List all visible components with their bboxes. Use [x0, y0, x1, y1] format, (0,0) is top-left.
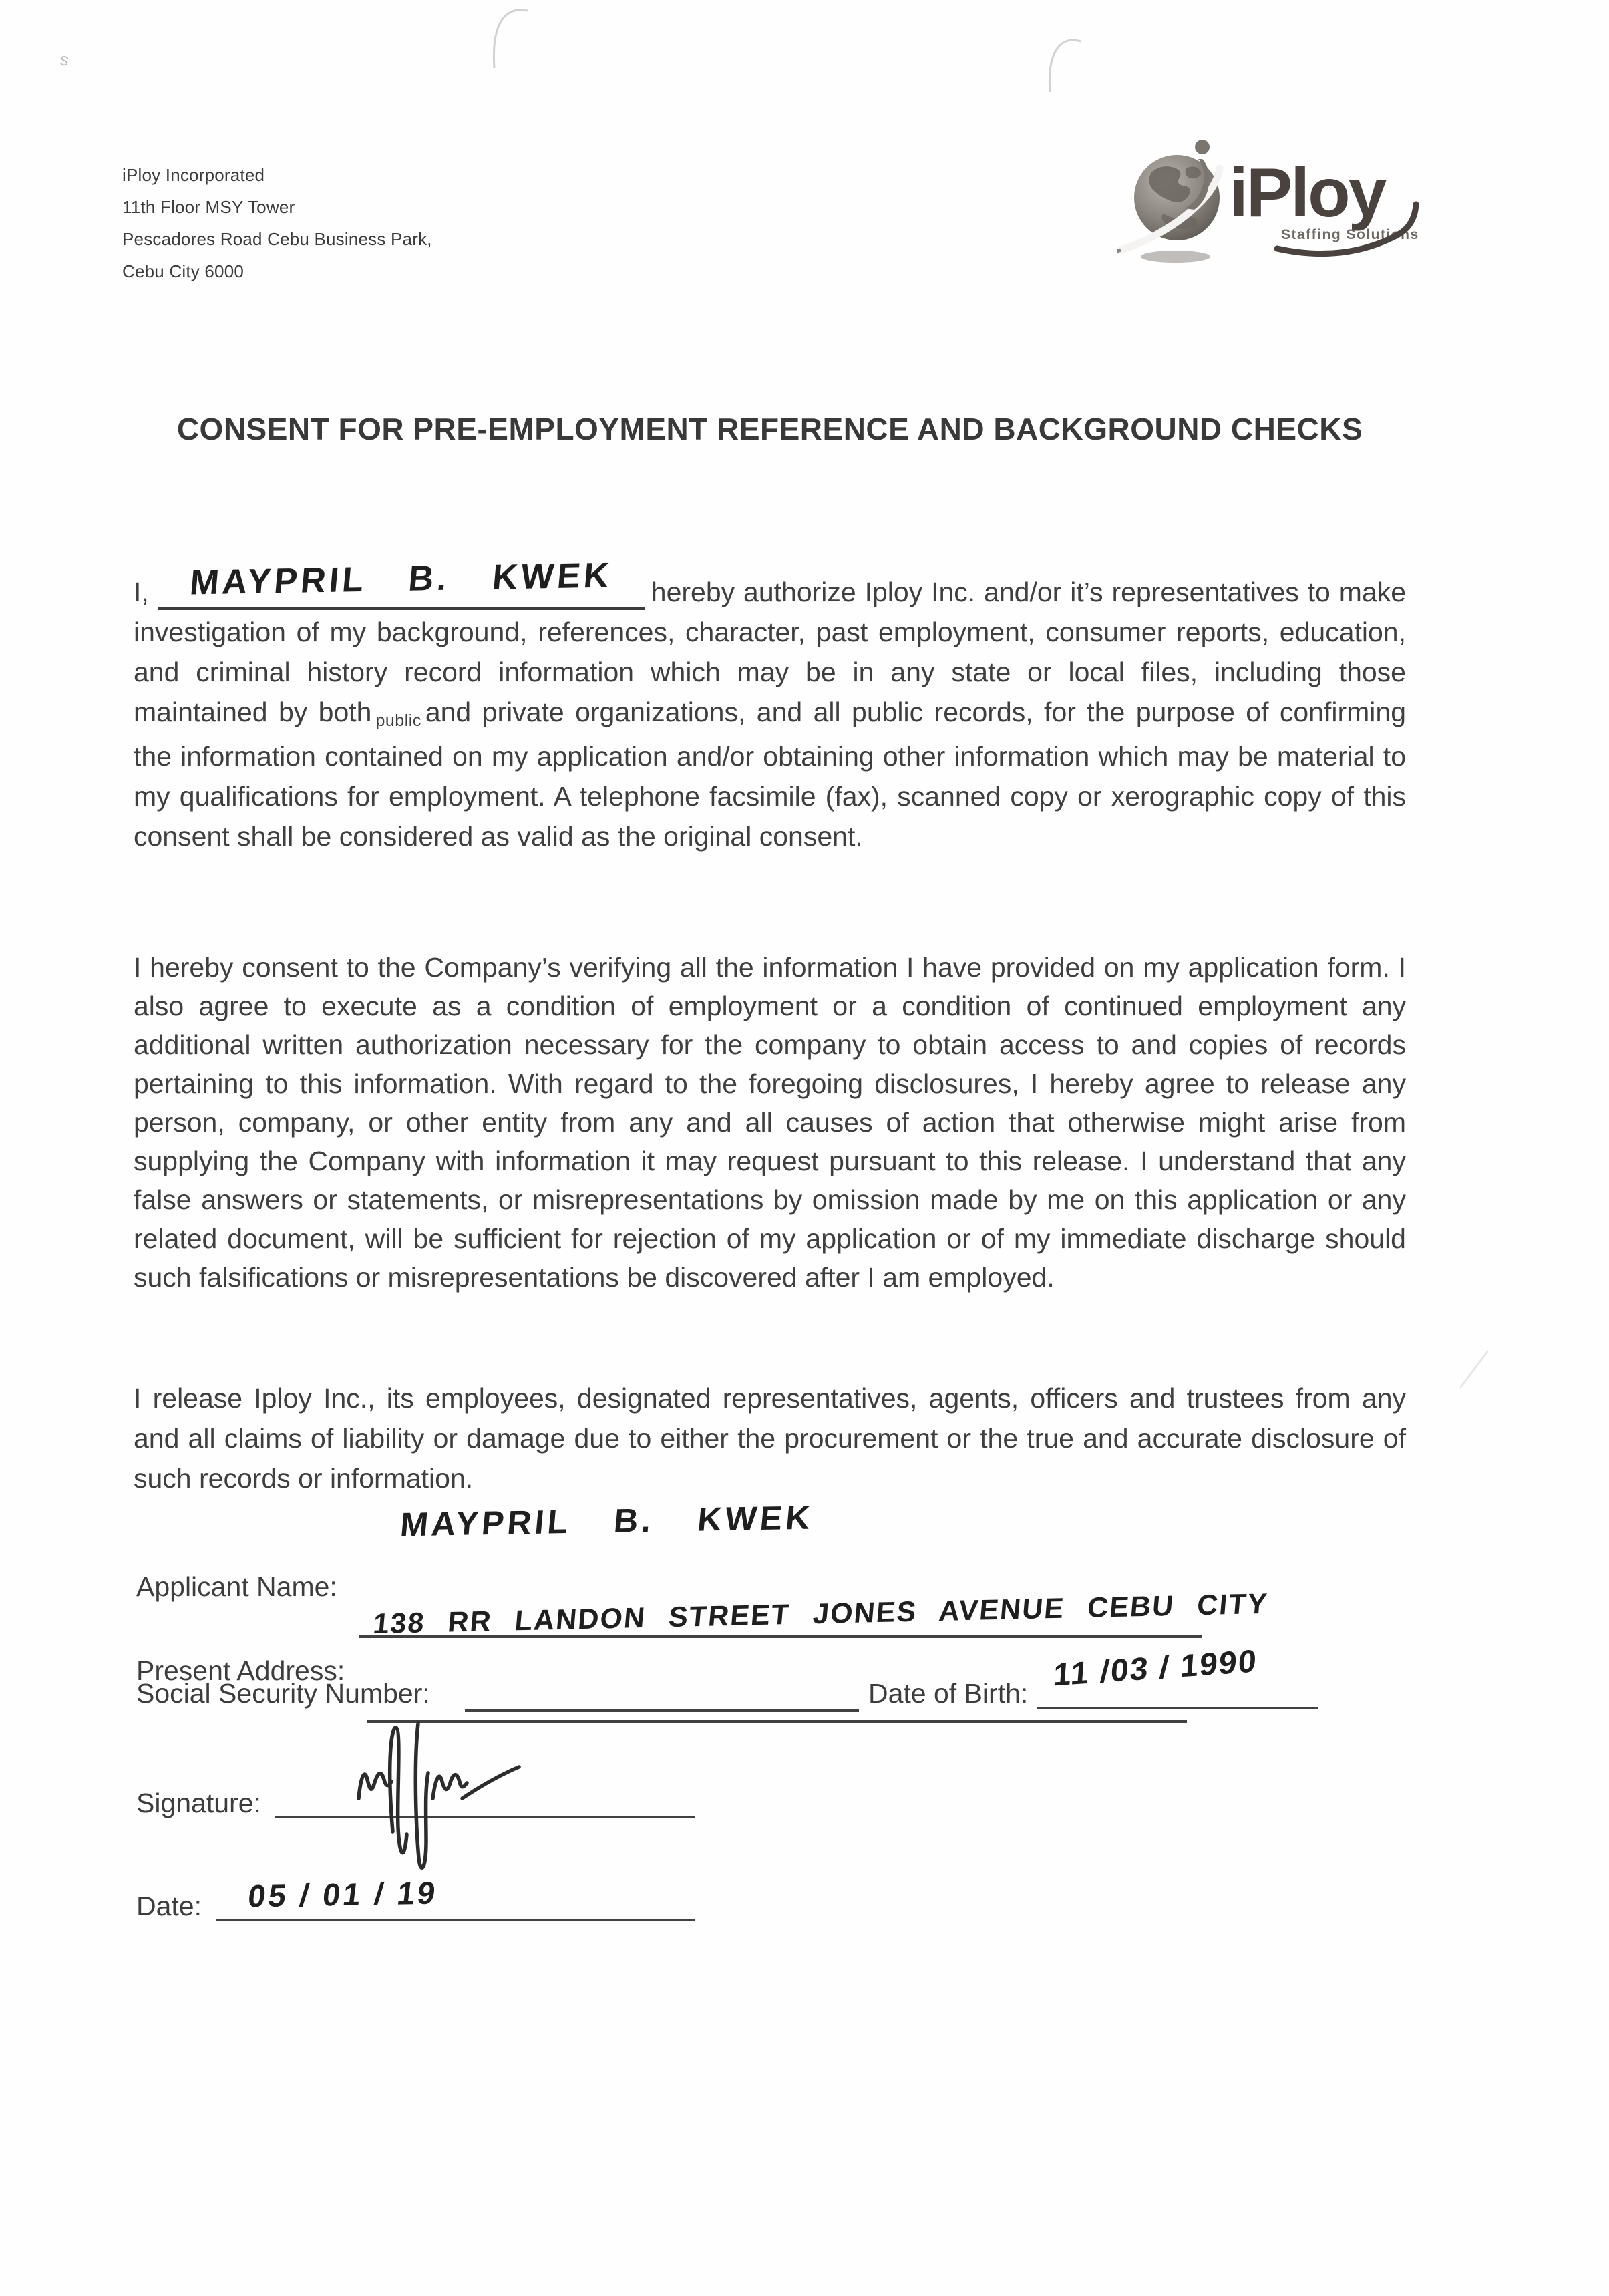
p1-text: hereby authorize Iploy Inc. and/or it’s representatives to make investigation of my background, references, character, past employment, consumer reports, education, and criminal history record information which may be in any state or local files, including those maintained by both — [134, 577, 1406, 727]
company-address-line: 11th Floor MSY Tower — [122, 197, 295, 217]
applicant-name-label: Applicant Name: — [136, 1571, 337, 1602]
globe-shadow — [1141, 251, 1210, 263]
handwritten-dob: 11 /03 / 1990 — [1052, 1643, 1259, 1693]
p1-text-rest: and private organizations, and all public records, for the purpose of confirming the information contained on my application and/or obtaining other information which may be material to my qualifications for employment. A telephone facsimile (fax), scanned copy or xerographic copy of this consent shall be considered as valid as the original consent. — [134, 697, 1406, 852]
dob-label: Date of Birth: — [868, 1678, 1029, 1709]
consent-paragraph-3: I release Iploy Inc., its employees, designated representatives, agents, officers and trustees from any and all claims of liability or damage due to either the procurement or the true and accurate disclosure of such records or information. — [134, 1383, 1406, 1494]
handwritten-applicant-name: MAYPRIL B. KWEK — [399, 1498, 816, 1544]
company-address-line: Pescadores Road Cebu Business Park, — [122, 229, 432, 249]
company-name: iPloy Incorporated — [122, 165, 265, 185]
p1-prefix: I, — [134, 577, 149, 607]
p1-subscript-word: public — [375, 711, 421, 730]
dob-line — [1037, 1707, 1318, 1709]
consent-paragraph-1 — [134, 556, 1406, 856]
company-address-line: Cebu City 6000 — [122, 261, 244, 281]
date-line — [216, 1919, 695, 1921]
scan-stray-mark: s — [59, 49, 71, 70]
signature-scribble — [287, 1697, 554, 1891]
signature-label: Signature: — [136, 1788, 261, 1818]
handwritten-present-address: 138 RR LANDON STREET JONES AVENUE CEBU CITY — [371, 1587, 1270, 1641]
company-logo — [1117, 126, 1431, 269]
company-address-block — [122, 159, 432, 287]
ssn-label: Social Security Number: — [136, 1678, 430, 1709]
brand-text: iPloy — [1229, 154, 1385, 232]
name-blank-line — [158, 556, 645, 610]
brand-tagline: Staffing Solutions — [1281, 227, 1419, 242]
handwritten-name: MAYPRIL B. KWEK — [188, 556, 614, 603]
consent-paragraph-2: I hereby consent to the Company’s verifying all the information I have provided on my application form. I also agree to execute as a condition of employment or a condition of continued employment any additional written authorization necessary for the company to obtain access to and copies of records pertaining to this information. With regard to the foregoing disclosures, I hereby agree to release any person, company, or other entity from any and all causes of action that otherwise might arise from supplying the Company with information it may request pursuant to this release. I understand that any false answers or statements, or misrepresentations by omission made by me on this application or any related document, will be sufficient for rejection of my application or of my immediate discharge should such falsifications or misrepresentations be discovered after I am employed. — [134, 952, 1406, 1293]
present-address-label: Present Address: — [136, 1655, 345, 1686]
date-label: Date: — [136, 1891, 202, 1921]
document-title: CONSENT FOR PRE-EMPLOYMENT REFERENCE AND BACKGROUND CHECKS — [176, 412, 1363, 446]
handwritten-date: 05 / 01 / 19 — [246, 1874, 440, 1914]
